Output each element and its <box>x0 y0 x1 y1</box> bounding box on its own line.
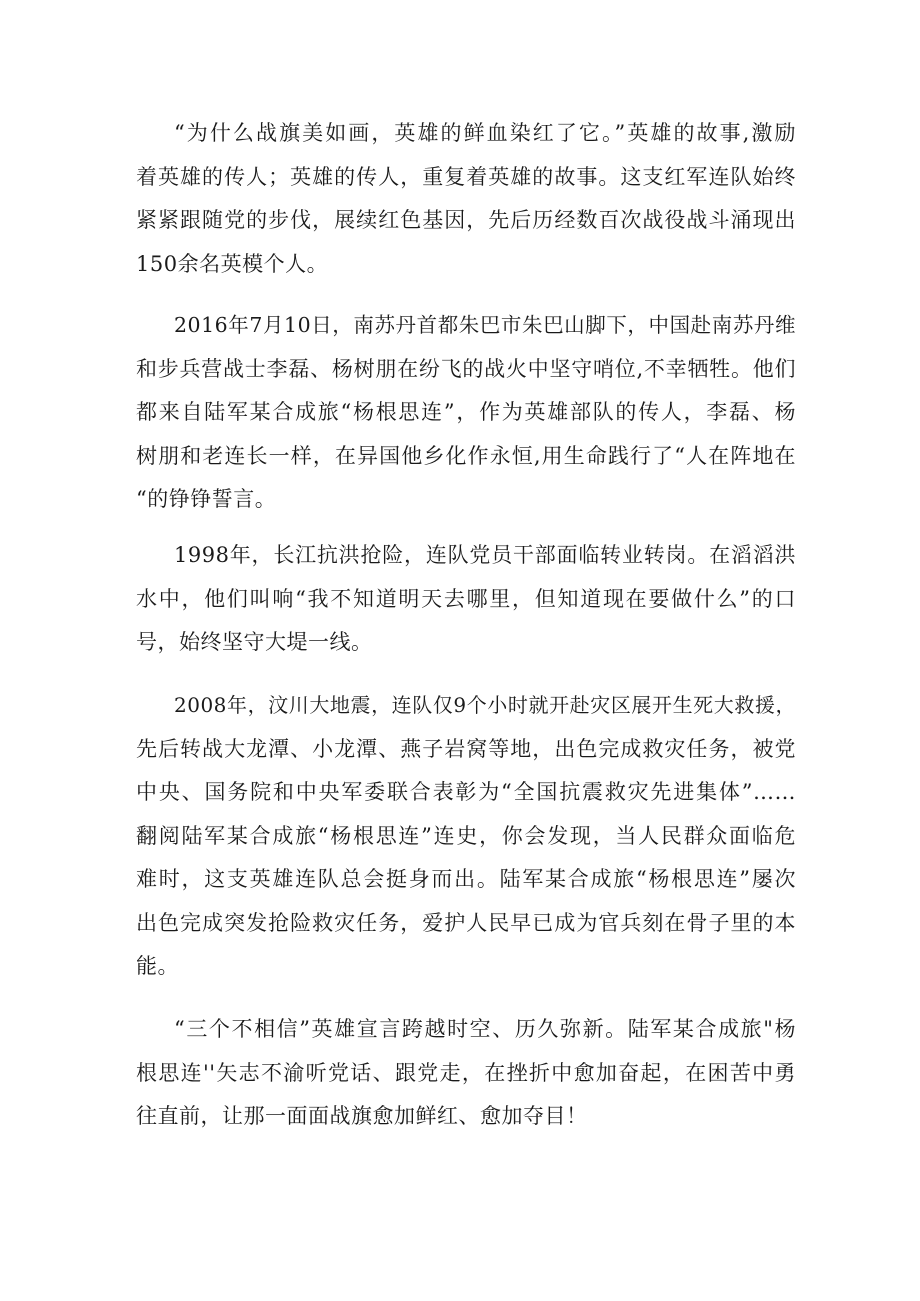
text-line: 难时，这支英雄连队总会挺身而出。陆军某合成旅“杨根思连”屡次 <box>136 867 796 891</box>
text-line: “的铮铮誓言。 <box>136 487 277 511</box>
text-line: 2008年，汶川大地震，连队仅9个小时就开赴灾区展开生死大救援， <box>174 693 796 717</box>
text-line: 树朋和老连长一样，在异国他乡化作永恒,用生命践行了“人在阵地在 <box>136 443 796 468</box>
paragraph-three-disbeliefs <box>136 1008 796 1139</box>
text-line: 紧紧跟随党的步伐，展续红色基因，先后历经数百次战役战斗涌现出 <box>136 208 796 232</box>
text-line: 都来自陆军某合成旅“杨根思连”，作为英雄部队的传人，李磊、杨 <box>136 400 796 424</box>
paragraph-heroes-story <box>136 112 796 286</box>
text-line: 2016年7月10日，南苏丹首都朱巴市朱巴山脚下，中国赴南苏丹维 <box>174 313 796 337</box>
paragraph-flood-1998 <box>136 534 796 665</box>
text-line: 往直前，让那一面面战旗愈加鲜红、愈加夺目！ <box>136 1104 588 1128</box>
text-line: 出色完成突发抢险救灾任务，爱护人民早已成为官兵刻在骨子里的本 <box>136 910 796 935</box>
text-line: “为什么战旗美如画，英雄的鲜血染红了它。”英雄的故事,激励 <box>174 121 796 145</box>
text-line: 水中，他们叫响“我不知道明天去哪里，但知道现在要做什么”的口 <box>136 586 796 611</box>
paragraph-earthquake-2008 <box>136 684 796 989</box>
text-line: 能。 <box>136 954 179 978</box>
paragraph-south-sudan-2016 <box>136 304 796 522</box>
text-line: 1998年，长江抗洪抢险，连队党员干部面临转业转岗。在滔滔洪 <box>174 543 796 567</box>
text-line: 翻阅陆军某合成旅“杨根思连”连史，你会发现，当人民群众面临危 <box>136 823 796 848</box>
text-line: 和步兵营战士李磊、杨树朋在纷飞的战火中坚守哨位,不幸牺牲。他们 <box>136 356 796 381</box>
text-line: 150余名英模个人。 <box>136 251 329 276</box>
text-line: 根思连''矢志不渝听党话、跟党走，在挫折中愈加奋起，在困苦中勇 <box>136 1060 796 1085</box>
text-line: 号，始终坚守大堤一线。 <box>136 630 373 654</box>
text-line: 中央、国务院和中央军委联合表彰为“全国抗震救灾先进集体”…… <box>136 780 796 804</box>
text-line: 着英雄的传人；英雄的传人，重复着英雄的故事。这支红军连队始终 <box>136 164 796 189</box>
text-line: “三个不相信”英雄宣言跨越时空、历久弥新。陆军某合成旅"杨 <box>174 1017 796 1041</box>
text-line: 先后转战大龙潭、小龙潭、燕子岩窝等地，出色完成救灾任务，被党 <box>136 736 796 761</box>
